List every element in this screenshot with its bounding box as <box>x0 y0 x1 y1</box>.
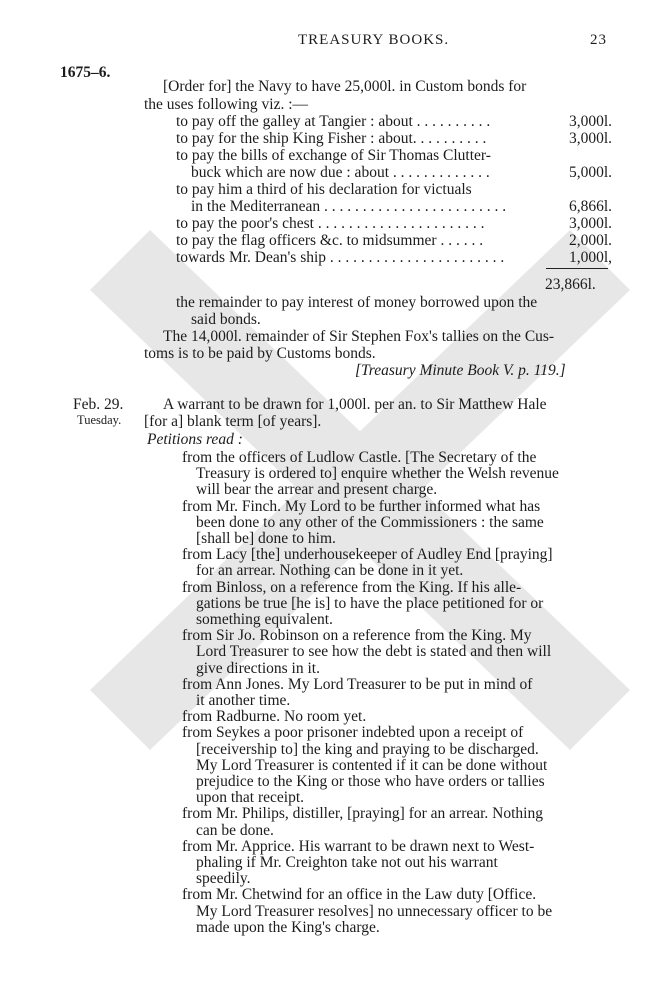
petition-entry-continuation: My Lord Treasurer resolves] no unnecessary officer to be <box>196 902 553 920</box>
petition-entry-continuation: Treasury is ordered to] enquire whether the Welsh revenue <box>196 465 559 483</box>
petition-entry-continuation: prejudice to the King or those who have orders or tallies <box>196 773 545 790</box>
petition-entry-start: from Mr. Finch. My Lord to be further informed what has <box>182 497 541 515</box>
navy-item-amount: 3,000l. <box>568 130 612 147</box>
navy-item-text: in the Mediterranean . . . . . . . . . . . . . . . . . . . . . . . . <box>191 198 507 215</box>
petition-entry-continuation: will bear the arrear and present charge. <box>196 481 438 499</box>
navy-order-intro-line-2: the uses following viz. :— <box>144 96 309 113</box>
citation: [Treasury Minute Book V. p. 119.] <box>355 362 566 379</box>
navy-item-amount: 6,866l. <box>568 198 612 215</box>
petition-entry-start: from Seykes a poor prisoner indebted upon a receipt of <box>182 724 524 742</box>
warrant-line-1: A warrant to be drawn for 1,000l. per an. to Sir Matthew Hale <box>163 396 547 413</box>
navy-item-text: towards Mr. Dean's ship . . . . . . . . . . . . . . . . . . . . . . . <box>176 249 505 266</box>
petition-entry-start: from Mr. Chetwind for an office in the Law duty [Office. <box>182 886 537 904</box>
petition-entry-continuation: for an arrear. Nothing can be done in it yet. <box>196 562 464 580</box>
navy-item-amount: 1,000l, <box>568 249 612 266</box>
navy-item-amount: 5,000l. <box>568 164 612 181</box>
entry-date: Feb. 29. <box>73 396 124 413</box>
petition-entry-continuation: been done to any other of the Commissioners : the same <box>196 513 544 531</box>
petition-entry-continuation: phaling if Mr. Creighton take not out his warrant <box>196 854 498 871</box>
petition-entry-continuation: made upon the King's charge. <box>196 918 380 936</box>
fox-tallies-line-2: toms is to be paid by Customs bonds. <box>144 345 376 362</box>
remainder-line-2: said bonds. <box>191 311 261 328</box>
petition-entry-continuation: Lord Treasurer to see how the debt is stated and then will <box>196 643 552 661</box>
petition-entry-start: from Mr. Philips, distiller, [praying] for an arrear. Nothing <box>182 805 543 823</box>
sum-rule <box>546 268 608 269</box>
petition-entry-continuation: it another time. <box>196 692 291 709</box>
petition-entry-continuation: can be done. <box>196 821 274 839</box>
navy-item-text: to pay him a third of his declaration for victuals <box>176 181 472 198</box>
navy-item-text: to pay off the galley at Tangier : about . . . . . . . . . . <box>176 113 491 130</box>
petition-entry-start: from Ann Jones. My Lord Treasurer to be put in mind of <box>182 675 533 693</box>
navy-item-text: to pay the poor's chest . . . . . . . . . . . . . . . . . . . . . . <box>176 215 485 232</box>
petition-entry-start: from Sir Jo. Robinson on a reference from the King. My <box>182 627 532 645</box>
navy-item-amount: 2,000l. <box>568 232 612 249</box>
navy-item-text: to pay for the ship King Fisher : about. . . . . . . . . . <box>176 130 487 147</box>
petition-entry-continuation: upon that receipt. <box>196 789 305 807</box>
page-running-title: TREASURY BOOKS. <box>298 32 450 48</box>
petition-entry-start: from Mr. Apprice. His warrant to be drawn next to West- <box>182 837 535 855</box>
petition-entry-continuation: give directions in it. <box>196 659 320 677</box>
navy-item-amount: 3,000l. <box>568 113 612 130</box>
petition-entry-start: from Binloss, on a reference from the King. If his alle- <box>182 578 522 596</box>
entry-weekday: Tuesday. <box>77 413 122 427</box>
navy-order-total: 23,866l. <box>545 276 596 293</box>
navy-order-intro-line-1: [Order for] the Navy to have 25,000l. in Custom bonds for <box>163 78 527 95</box>
warrant-line-2: [for a] blank term [of years]. <box>144 413 322 430</box>
petitions-heading: Petitions read : <box>147 431 243 448</box>
petition-entry-continuation: My Lord Treasurer is contented if it can be done without <box>196 756 548 774</box>
petition-entry-start: from Lacy [the] underhousekeeper of Audley End [praying] <box>182 546 553 564</box>
petition-entry-continuation: something equivalent. <box>196 611 333 628</box>
page-number: 23 <box>590 32 607 48</box>
petition-entry-continuation: [receivership to] the king and praying to be discharged. <box>196 740 539 758</box>
petition-entry-start: from Radburne. No room yet. <box>182 708 367 726</box>
fox-tallies-line-1: The 14,000l. remainder of Sir Stephen Fox's tallies on the Cus- <box>163 328 555 345</box>
petition-entry-continuation: [shall be] done to him. <box>196 530 336 547</box>
navy-item-text: buck which are now due : about . . . . . . . . . . . . . <box>191 164 490 181</box>
navy-item-amount: 3,000l. <box>568 215 612 232</box>
navy-item-text: to pay the bills of exchange of Sir Thomas Clutter- <box>176 147 491 164</box>
year-marker: 1675–6. <box>60 64 111 81</box>
remainder-line-1: the remainder to pay interest of money borrowed upon the <box>176 294 538 311</box>
navy-item-text: to pay the flag officers &c. to midsummer . . . . . . <box>176 232 484 249</box>
petition-entry-start: from the officers of Ludlow Castle. [The Secretary of the <box>182 449 537 466</box>
petition-entry-continuation: speedily. <box>196 870 251 888</box>
petition-entry-continuation: gations be true [he is] to have the place petitioned for or <box>196 594 544 612</box>
